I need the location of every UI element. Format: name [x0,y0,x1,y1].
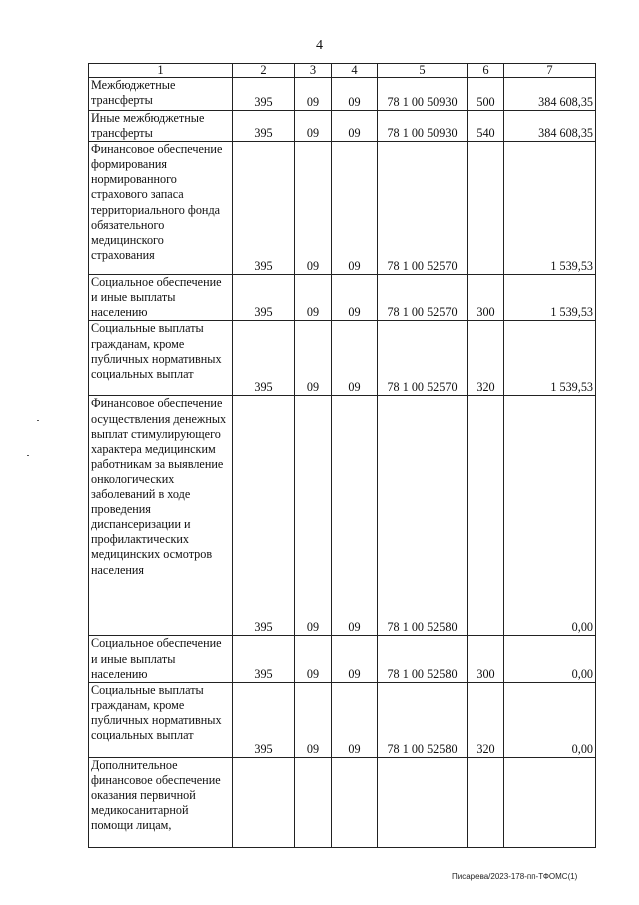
scan-speck [27,455,29,456]
row-cell: 300 [468,275,504,321]
table-row [89,636,596,682]
row-name-cell: Дополнительное финансовое обеспечение оказания первичной медикосанитарной помощи лицам, [89,757,233,847]
row-cell [233,757,295,847]
row-cell: 09 [295,142,332,275]
row-name-cell: Социальное обеспечение и иные выплаты населению [89,636,233,682]
row-cell: 78 1 00 52580 [378,396,468,636]
header-cell: 3 [295,64,332,78]
row-cell [468,396,504,636]
row-cell: 395 [233,78,295,111]
row-name-cell: Социальные выплаты гражданам, кроме публичных нормативных социальных выплат [89,321,233,396]
row-amount-cell: 1 539,53 [504,321,596,396]
header-cell: 6 [468,64,504,78]
row-amount-cell: 0,00 [504,636,596,682]
row-cell: 09 [295,682,332,757]
row-amount-cell: 1 539,53 [504,142,596,275]
row-name-cell: Финансовое обеспечение формирования нормированного страхового запаса территориального фонда обязательного медицинского страхования [89,142,233,275]
row-cell: 09 [295,111,332,142]
row-name-cell: Финансовое обеспечение осуществления денежных выплат стимулирующего характера медицинским работникам за выявление онкологических заболеваний в ходе проведения диспансеризации и профилактических медицинских осмотров населения [89,396,233,636]
header-cell: 5 [378,64,468,78]
row-amount-cell: 384 608,35 [504,111,596,142]
row-cell: 395 [233,142,295,275]
row-cell: 78 1 00 52580 [378,636,468,682]
table-row [89,111,596,142]
row-amount-cell: 0,00 [504,682,596,757]
row-cell: 09 [332,275,378,321]
row-cell: 300 [468,636,504,682]
row-cell: 78 1 00 52570 [378,142,468,275]
row-cell [468,757,504,847]
table-header-row [89,64,596,78]
row-cell: 395 [233,111,295,142]
table-row [89,321,596,396]
row-cell: 09 [295,396,332,636]
header-cell: 7 [504,64,596,78]
row-cell: 09 [295,275,332,321]
row-cell: 09 [332,682,378,757]
row-cell: 320 [468,321,504,396]
row-cell: 09 [295,636,332,682]
row-cell: 395 [233,275,295,321]
row-name-cell: Межбюджетные трансферты [89,78,233,111]
row-cell: 320 [468,682,504,757]
row-amount-cell [504,757,596,847]
row-cell [378,757,468,847]
row-cell [295,757,332,847]
row-cell: 09 [295,78,332,111]
row-cell: 09 [332,396,378,636]
document-footer: Писарева/2023-178-пп-ТФОМС(1) [452,872,578,881]
row-name-cell: Иные межбюджетные трансферты [89,111,233,142]
table-row [89,78,596,111]
budget-table [88,63,596,848]
row-cell: 395 [233,636,295,682]
row-cell: 78 1 00 52570 [378,275,468,321]
row-cell: 78 1 00 50930 [378,78,468,111]
row-amount-cell: 0,00 [504,396,596,636]
header-cell: 4 [332,64,378,78]
row-amount-cell: 384 608,35 [504,78,596,111]
row-cell: 09 [332,111,378,142]
row-cell: 78 1 00 50930 [378,111,468,142]
row-name-cell: Социальные выплаты гражданам, кроме публичных нормативных социальных выплат [89,682,233,757]
row-cell: 540 [468,111,504,142]
row-cell: 78 1 00 52570 [378,321,468,396]
row-cell: 09 [295,321,332,396]
table-row [89,275,596,321]
row-cell [468,142,504,275]
row-cell: 09 [332,321,378,396]
scan-speck [37,420,39,421]
row-cell [332,757,378,847]
row-cell: 500 [468,78,504,111]
header-cell: 2 [233,64,295,78]
row-cell: 09 [332,636,378,682]
header-cell: 1 [89,64,233,78]
page-number: 4 [316,38,323,53]
row-cell: 395 [233,321,295,396]
table-row [89,396,596,636]
table-row [89,142,596,275]
table-row [89,757,596,847]
row-cell: 09 [332,78,378,111]
row-name-cell: Социальное обеспечение и иные выплаты населению [89,275,233,321]
row-cell: 78 1 00 52580 [378,682,468,757]
row-cell: 395 [233,682,295,757]
row-cell: 09 [332,142,378,275]
row-amount-cell: 1 539,53 [504,275,596,321]
table-row [89,682,596,757]
row-cell: 395 [233,396,295,636]
